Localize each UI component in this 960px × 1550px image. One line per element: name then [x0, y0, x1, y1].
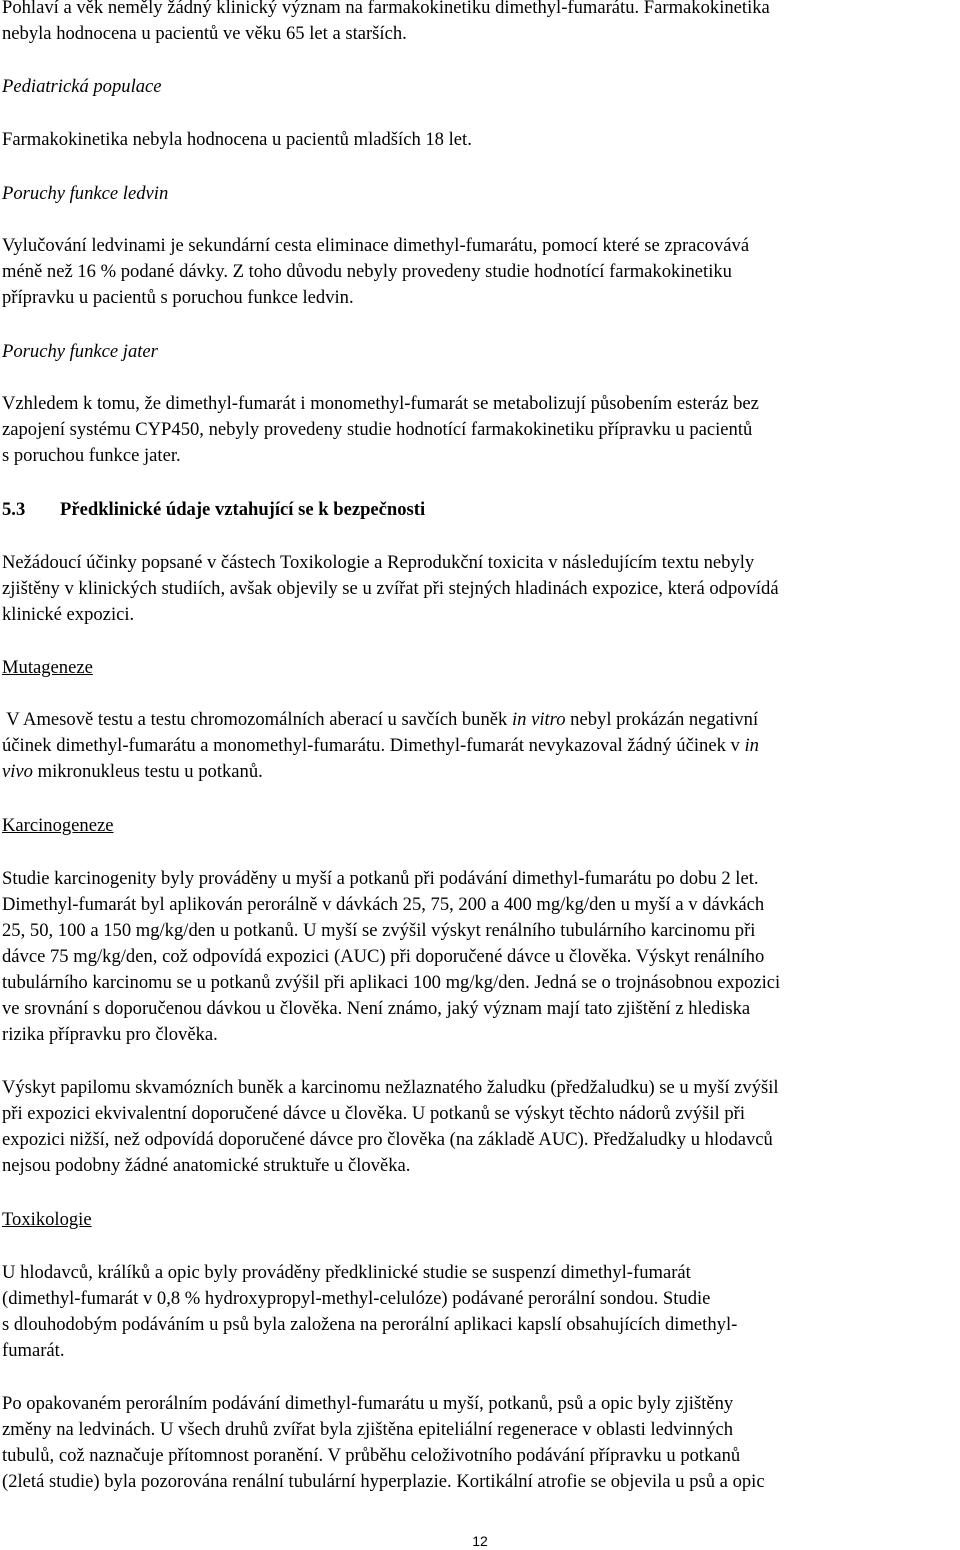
text-line: méně než 16 % podané dávky. Z toho důvodu nebyly provedeny studie hodnotící farmakokinetiku — [2, 261, 732, 282]
text-line: s dlouhodobým podáváním u psů byla založena na perorální aplikaci kapslí obsahujících dimethyl- — [2, 1314, 738, 1335]
section-number: 5.3 — [2, 499, 26, 520]
subheading-toxicology — [2, 1207, 952, 1233]
text-line: nejsou podobny žádné anatomické struktuře u člověka. — [2, 1155, 411, 1176]
text-run: účinek dimethyl-fumarátu a monomethyl-fumarátu. Dimethyl-fumarát nevykazoval žádný účinek v — [2, 735, 745, 756]
subheading-text: Mutageneze — [2, 657, 93, 678]
paragraph-age-gender — [2, 0, 952, 47]
paragraph-pediatric — [2, 127, 952, 153]
text-line: 25, 50, 100 a 150 mg/kg/den u potkanů. U myší se zvýšil výskyt renálního tubulárního karcinomu při — [2, 920, 756, 941]
text-line: Dimethyl-fumarát byl aplikován perorálně v dávkách 25, 75, 200 a 400 mg/kg/den u myší a v dávkách — [2, 894, 765, 915]
paragraph-hepatic-impairment — [2, 391, 952, 469]
subheading-text: Pediatrická populace — [2, 76, 162, 97]
text-line: Vylučování ledvinami je sekundární cesta eliminace dimethyl-fumarátu, pomocí které se zpracovává — [2, 235, 750, 256]
subheading-renal-impairment — [2, 181, 952, 207]
page-number: 12 — [472, 1533, 488, 1549]
paragraph-preclinical-intro — [2, 550, 952, 628]
subheading-text: Toxikologie — [2, 1209, 92, 1230]
text-line: dávce 75 mg/kg/den, což odpovídá expozici (AUC) při doporučené dávce u člověka. Výskyt renálního — [2, 946, 765, 967]
subheading-text: Karcinogeneze — [2, 815, 114, 836]
text-line: expozici nižší, než odpovídá doporučené dávce pro člověka (na základě AUC). Předžaludky u hlodavců — [2, 1129, 773, 1150]
subheading-mutagenesis — [2, 655, 952, 681]
italic-term: vivo — [2, 761, 33, 782]
text-run: V Amesově testu a testu chromozomálních aberací u savčích buněk — [2, 709, 512, 730]
text-line: U hlodavců, králíků a opic byly prováděny předklinické studie se suspenzí dimethyl-fumarát — [2, 1262, 691, 1283]
text-line: s poruchou funkce jater. — [2, 445, 181, 466]
text-line: nebyla hodnocena u pacientů ve věku 65 let a starších. — [2, 23, 407, 44]
text-run: nebyl prokázán negativní — [565, 709, 759, 730]
italic-term: in vitro — [511, 709, 566, 730]
subheading-text: Poruchy funkce ledvin — [2, 183, 169, 204]
text-line: Výskyt papilomu skvamózních buněk a karcinomu nežlaznatého žaludku (předžaludku) se u myší zvýšil — [2, 1077, 779, 1098]
paragraph-mutagenesis — [2, 707, 952, 785]
text-line: zjištěny v klinických studiích, avšak objevily se u zvířat při stejných hladinách expozice, která odpovídá — [2, 578, 779, 599]
section-heading-5-3 — [2, 497, 952, 523]
italic-term: in — [744, 735, 759, 756]
text-line: zapojení systému CYP450, nebyly provedeny studie hodnotící farmakokinetiku přípravku u pacientů — [2, 419, 753, 440]
section-title: Předklinické údaje vztahující se k bezpečnosti — [60, 499, 426, 520]
text-line: rizika přípravku pro člověka. — [2, 1024, 218, 1045]
text-line: Pohlaví a věk neměly žádný klinický význam na farmakokinetiku dimethyl-fumarátu. Farmakokinetika — [2, 0, 770, 18]
text-line: Farmakokinetika nebyla hodnocena u pacientů mladších 18 let. — [2, 129, 472, 150]
paragraph-toxicology-1 — [2, 1260, 952, 1364]
text-line: (dimethyl-fumarát v 0,8 % hydroxypropyl-methyl-celulóze) podávané perorální sondou. Studie — [2, 1288, 711, 1309]
text-run: mikronukleus testu u potkanů. — [32, 761, 263, 782]
text-line: fumarát. — [2, 1340, 65, 1361]
text-line: změny na ledvinách. U všech druhů zvířat byla zjištěna epiteliální regenerace v oblasti ledvinných — [2, 1419, 734, 1440]
text-line: přípravku u pacientů s poruchou funkce ledvin. — [2, 287, 354, 308]
subheading-carcinogenesis — [2, 813, 952, 839]
paragraph-renal-impairment — [2, 233, 952, 311]
text-line — [2, 707, 952, 733]
subheading-text: Poruchy funkce jater — [2, 341, 158, 362]
text-line: tubulů, což naznačuje přítomnost poranění. V průběhu celoživotního podávání přípravku u potkanů — [2, 1445, 741, 1466]
text-line: Studie karcinogenity byly prováděny u myší a potkanů při podávání dimethyl-fumarátu po dobu 2 let. — [2, 868, 759, 889]
subheading-hepatic-impairment — [2, 339, 952, 365]
text-line: Vzhledem k tomu, že dimethyl-fumarát i monomethyl-fumarát se metabolizují působením esteráz bez — [2, 393, 759, 414]
subheading-pediatric — [2, 74, 952, 100]
text-line: (2letá studie) byla pozorována renální tubulární hyperplazie. Kortikální atrofie se objevila u psů a opic — [2, 1471, 765, 1492]
paragraph-carcinogenesis-2 — [2, 1075, 952, 1179]
text-line — [2, 759, 952, 785]
paragraph-toxicology-2 — [2, 1391, 952, 1495]
text-line: při expozici ekvivalentní doporučené dávce u člověka. U potkanů se výskyt těchto nádorů zvýšil při — [2, 1103, 746, 1124]
text-line: klinické expozici. — [2, 604, 135, 625]
text-line: tubulárního karcinomu se u potkanů zvýšil při aplikaci 100 mg/kg/den. Jedná se o trojnásobnou expozici — [2, 972, 781, 993]
text-line: ve srovnání s doporučenou dávkou u člověka. Není známo, jaký význam mají tato zjištění z hlediska — [2, 998, 751, 1019]
paragraph-carcinogenesis-1 — [2, 866, 952, 1048]
text-line — [2, 733, 952, 759]
text-line: Po opakovaném perorálním podávání dimethyl-fumarátu u myší, potkanů, psů a opic byly zjištěny — [2, 1393, 734, 1414]
text-line: Nežádoucí účinky popsané v částech Toxikologie a Reprodukční toxicita v následujícím textu nebyly — [2, 552, 755, 573]
